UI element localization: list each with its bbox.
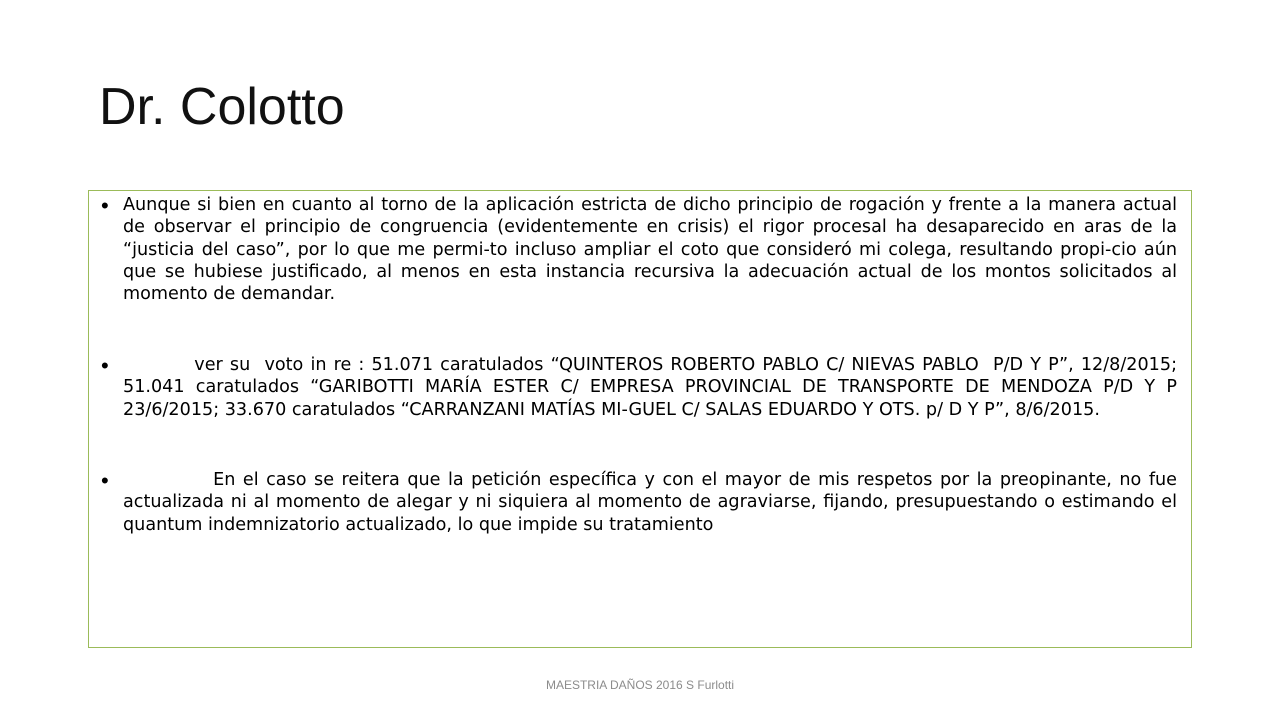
slide-footer: MAESTRIA DAÑOS 2016 S Furlotti xyxy=(545,678,735,692)
bullet-symbol: • xyxy=(101,353,109,378)
slide-title: Dr. Colotto xyxy=(99,78,345,136)
content-box xyxy=(88,190,1192,648)
bullet-text: En el caso se reitera que la petición específica y con el mayor de mis respetos por la preopinante, no fue actualizada ni al momento de alegar y ni siquiera al momento de agraviarse, fijando, presupuestando o estimando el quantum indemnizatorio actualizado, lo que impide su tratamiento xyxy=(123,470,1177,535)
bullet-text: ver su voto in re : 51.071 caratulados “QUINTEROS ROBERTO PABLO C/ NIEVAS PABLO P/D Y P”, 12/8/2015; 51.041 caratulados “GARIBOTTI MARÍA ESTER C/ EMPRESA PROVINCIAL DE TRANSPORTE DE MENDOZA P/D Y P 23/6/2015; 33.670 caratulados “CARRANZANI MATÍAS MI-GUEL C/ SALAS EDUARDO Y OTS. p/ D Y P”, 8/6/2015. xyxy=(123,355,1177,420)
bullet-text: Aunque si bien en cuanto al torno de la aplicación estricta de dicho principio de rogación y frente a la manera actual de observar el principio de congruencia (evidentemente en crisis) el rigor procesal ha desaparecido en aras de la “justicia del caso”, por lo que me permi-to incluso ampliar el coto que consideró mi colega, resultando propi-cio aún que se hubiese justificado, al menos en esta instancia recursiva la adecuación actual de los montos solicitados al momento de demandar. xyxy=(123,195,1177,305)
bullet-symbol: • xyxy=(101,468,109,493)
bullet-symbol: • xyxy=(101,193,109,218)
